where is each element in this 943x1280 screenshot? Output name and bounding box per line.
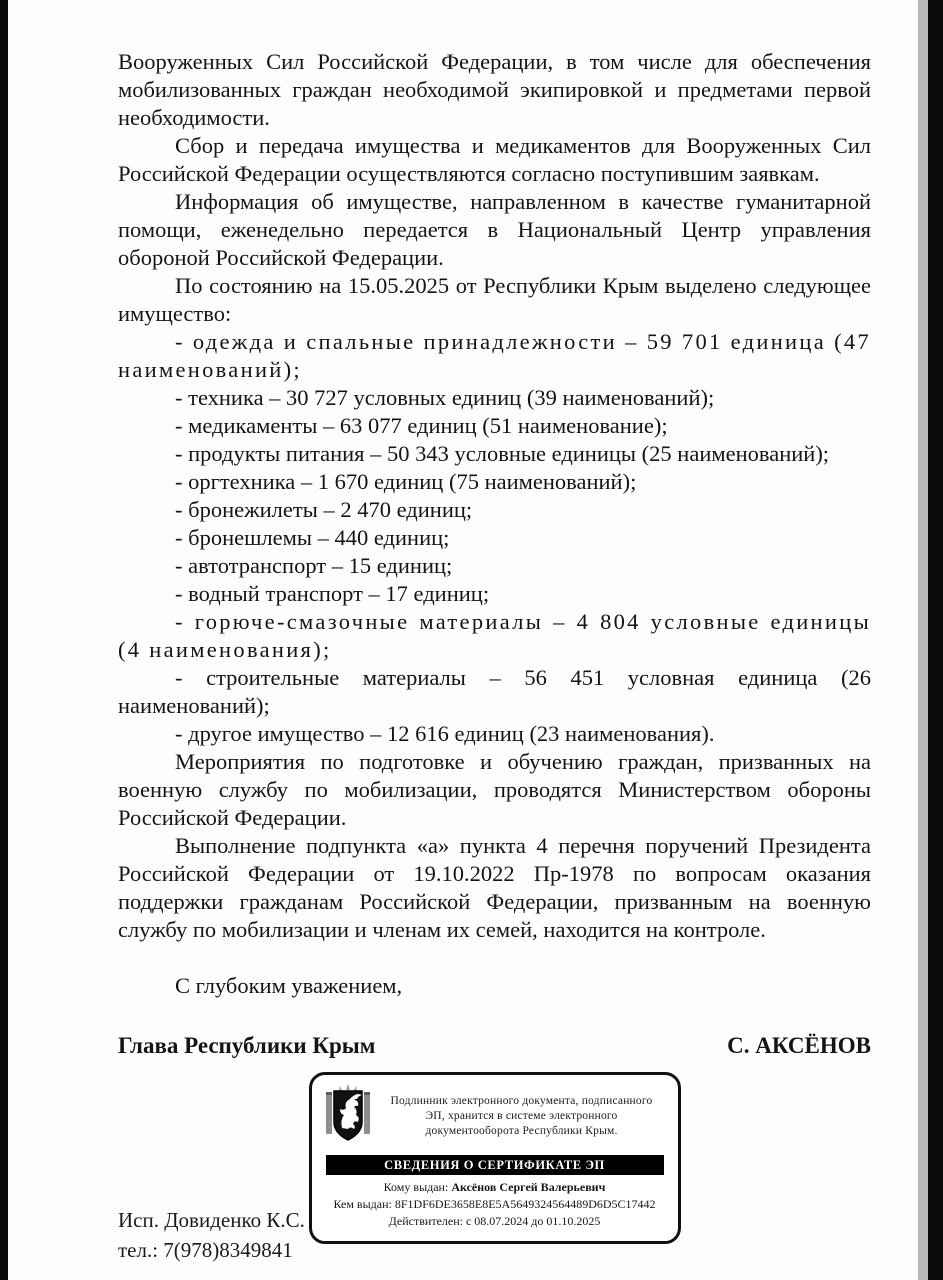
signatory-name: С. АКСЁНОВ — [727, 1033, 871, 1058]
paragraph: Мероприятия по подготовке и обучению граждан, призванных на военную службу по мобилизации, проводятся Министерством обороны Российской Федерации. — [118, 749, 871, 830]
list-item: - одежда и спальные принадлежности – 59 701 единица (47 наименований); — [118, 329, 871, 382]
paragraph: Информация об имуществе, направленном в качестве гуманитарной помощи, еженедельно передается в Национальный Центр управления обороной Российской Федерации. — [118, 189, 871, 270]
list-item: - другое имущество – 12 616 единиц (23 наименования). — [175, 721, 715, 746]
list-item: - продукты питания – 50 343 условные единицы (25 наименований); — [175, 441, 830, 466]
list-item: - оргтехника – 1 670 единиц (75 наименований); — [175, 469, 637, 494]
paragraph: Выполнение подпункта «а» пункта 4 перечня поручений Президента Российской Федерации от 19.10.2022 Пр-1978 по вопросам оказания поддержки гражданам Российской Федерации, призванным на военную службу по мобилизации и членам их семей, находится на контроле. — [118, 833, 871, 942]
list-item: - водный транспорт – 17 единиц; — [175, 581, 490, 606]
crimea-coat-of-arms-icon — [326, 1084, 370, 1149]
signature-row — [118, 1032, 871, 1060]
valediction: С глубоким уважением, — [175, 973, 403, 998]
list-item: - техника – 30 727 условных единиц (39 наименований); — [175, 385, 715, 410]
list-item: - горюче-смазочные материалы – 4 804 условные единицы (4 наименования); — [118, 609, 871, 662]
paragraph: Вооруженных Сил Российской Федерации, в том числе для обеспечения мобилизованных граждан необходимой экипировкой и предметами первой необходимости. — [118, 49, 871, 130]
paragraph: Сбор и передача имущества и медикаментов для Вооруженных Сил Российской Федерации осуществляются согласно поступившим заявкам. — [118, 133, 871, 186]
list-item: - строительные материалы – 56 451 условная единица (26 наименований); — [118, 665, 871, 718]
executor-phone: тел.: 7(978)8349841 — [118, 1238, 293, 1262]
stamp-banner: СВЕДЕНИЯ О СЕРТИФИКАТЕ ЭП — [326, 1155, 664, 1175]
list-item: - бронешлемы – 440 единиц; — [175, 525, 450, 550]
list-item: - бронежилеты – 2 470 единиц; — [175, 497, 473, 522]
stamp-issued-by-value: 8F1DF6DE3658E8E5A5649324564489D6D5C17442 — [394, 1197, 656, 1211]
document-page — [8, 0, 918, 1280]
paragraph: По состоянию на 15.05.2025 от Республики Крым выделено следующее имущество: — [118, 273, 871, 326]
document-body — [8, 0, 918, 1244]
executor-block — [118, 1205, 305, 1265]
signatory-title: Глава Республики Крым — [118, 1033, 376, 1058]
list-item: - медикаменты – 63 077 единиц (51 наименование); — [175, 413, 668, 438]
stamp-validity: Действителен: с 08.07.2024 до 01.10.2025 — [388, 1214, 601, 1228]
stamp-issued-to — [326, 1179, 664, 1196]
e-signature-stamp — [309, 1072, 681, 1244]
stamp-issued-to-name: Аксёнов Сергей Валерьевич — [451, 1180, 606, 1194]
property-list — [118, 328, 871, 748]
stamp-description: Подлинник электронного документа, подписанного ЭП, хранится в системе электронного документооборота Республики Крым. — [390, 1095, 653, 1137]
page-edge-shadow — [918, 0, 928, 1280]
stamp-issued-by — [326, 1196, 664, 1213]
list-item: - автотранспорт – 15 единиц; — [175, 553, 453, 578]
stamp-header — [326, 1084, 664, 1149]
stamp-issued-by-label: Кем выдан: — [333, 1197, 392, 1211]
executor-name: Исп. Довиденко К.С. — [118, 1208, 305, 1232]
stamp-issued-to-label: Кому выдан: — [383, 1180, 449, 1194]
